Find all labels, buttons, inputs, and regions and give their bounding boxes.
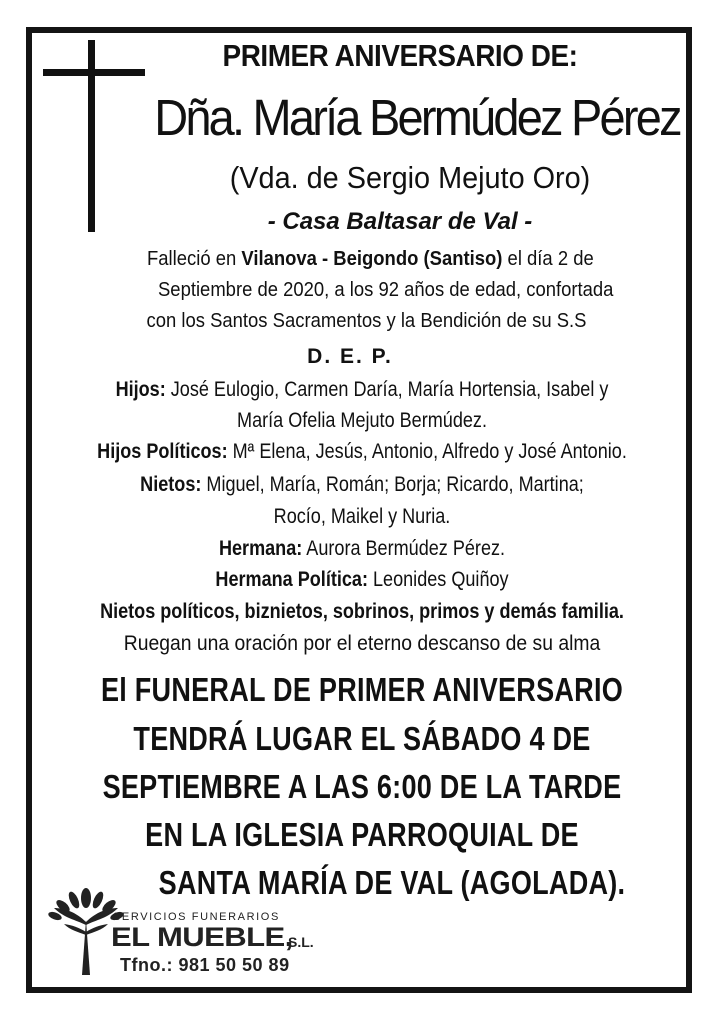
notice-heading: PRIMER ANIVERSARIO DE: [222, 38, 578, 73]
brand-name: EL MUEBLE, [111, 922, 293, 952]
grandchildren-line-2: Rocío, Maikel y Nuria. [273, 505, 451, 528]
death-line-3: con los Santos Sacramentos y la Bendición de su S.S [146, 309, 587, 332]
death-place: Vilanova - Beigondo (Santiso) [241, 247, 503, 270]
other-family: Nietos políticos, biznietos, sobrinos, primos y demás familia. [100, 600, 624, 623]
rip-text: D. E. P. [307, 345, 393, 368]
death-line-2: Septiembre de 2020, a los 92 años de edad, confortada [158, 278, 614, 301]
death-line-1: Falleció en Vilanova - Beigondo (Santiso) el día 2 de [147, 247, 594, 270]
funeral-line-2: TENDRÁ LUGAR EL SÁBADO 4 DE [133, 720, 591, 757]
funeral-line-3: SEPTIEMBRE A LAS 6:00 DE LA TARDE [102, 768, 622, 805]
services-label: SERVICIOS FUNERARIOS [113, 911, 280, 923]
widow-of: (Vda. de Sergio Mejuto Oro) [229, 160, 591, 195]
funeral-line-5: SANTA MARÍA DE VAL (AGOLADA). [158, 864, 626, 901]
sister-in-law: Hermana Política: Leonides Quiñoy [215, 568, 509, 591]
cross-icon-bar [43, 69, 145, 76]
children-line-1: Hijos: José Eulogio, Carmen Daría, María Hortensia, Isabel y [115, 378, 609, 401]
deceased-name: Dña. María Bermúdez Pérez [154, 89, 680, 146]
phone-number: Tfno.: 981 50 50 89 [120, 955, 290, 975]
brand-suffix: S.L. [288, 934, 314, 950]
prayer-request: Ruegan una oración por el eterno descanso de su alma [123, 631, 601, 655]
grandchildren-line-1: Nietos: Miguel, María, Román; Borja; Ricardo, Martina; [140, 473, 584, 496]
children-in-law: Hijos Políticos: Mª Elena, Jesús, Antonio, Alfredo y José Antonio. [97, 440, 627, 463]
sister: Hermana: Aurora Bermúdez Pérez. [218, 537, 506, 560]
children-line-2: María Ofelia Mejuto Bermúdez. [237, 409, 487, 432]
funeral-line-1: El FUNERAL DE PRIMER ANIVERSARIO [100, 671, 624, 708]
funeral-line-4: EN LA IGLESIA PARROQUIAL DE [145, 816, 579, 853]
house-name: - Casa Baltasar de Val - [267, 208, 533, 235]
